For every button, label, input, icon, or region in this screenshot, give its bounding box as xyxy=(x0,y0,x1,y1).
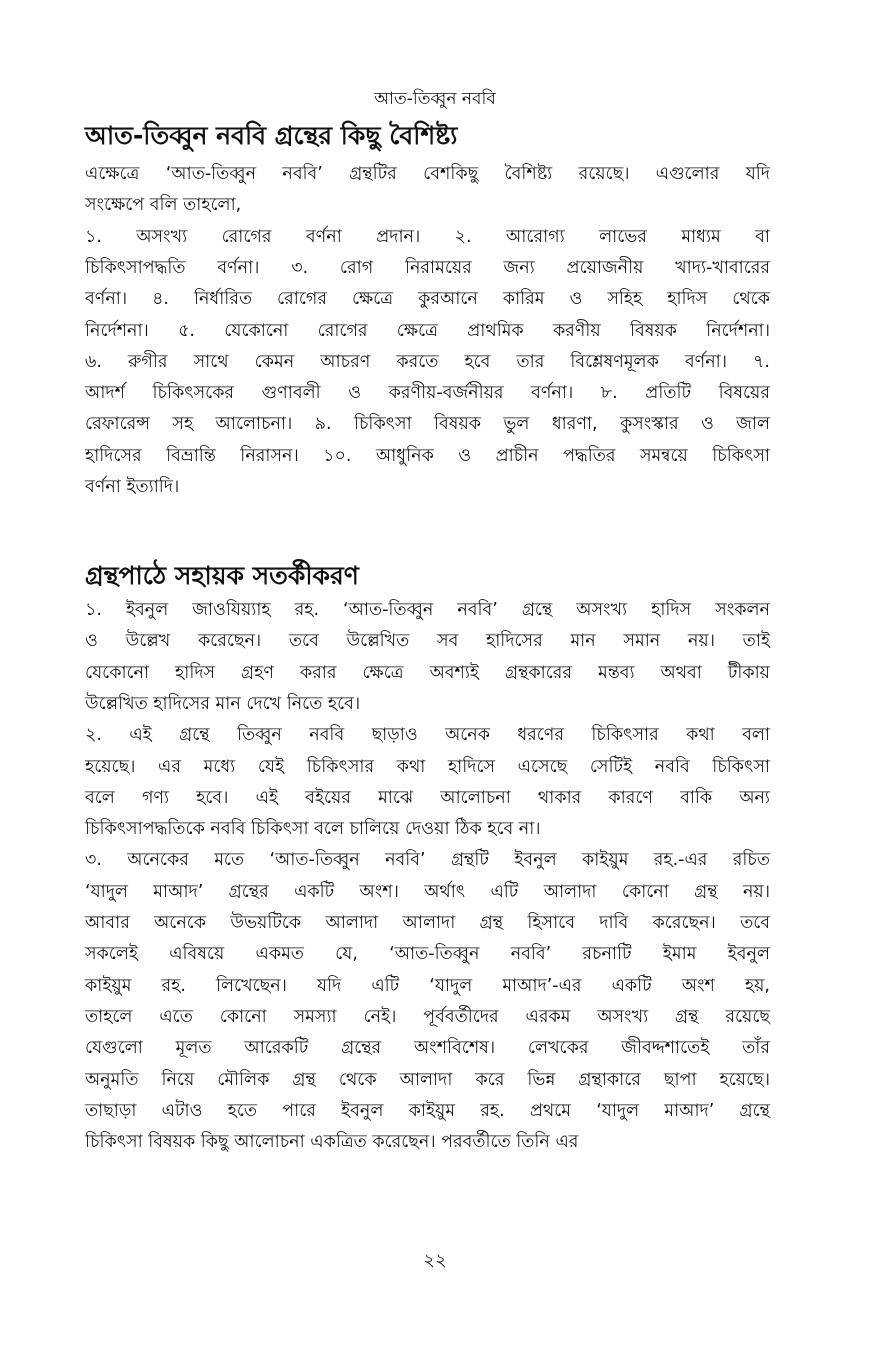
text-line: যেগুলো মূলত আরেকটি গ্রন্থের অংশবিশেষ। লেখকের জীবদ্দশাতেই তাঁর xyxy=(85,1038,770,1059)
text-line: সকলেই এবিষয়ে একমত যে, ‘আত-তিব্বুন নববি’ রচনাটি ইমাম ইবনুল xyxy=(85,944,770,965)
text-line: বর্ণনা। ৪. নির্ধারিত রোগের ক্ষেত্রে কুরআনে কারিম ও সহিহ হাদিস থেকে xyxy=(85,289,770,310)
text-line: চিকিৎসাপদ্ধতি বর্ণনা। ৩. রোগ নিরাময়ের জন্য প্রয়োজনীয় খাদ্য-খাবারের xyxy=(85,257,770,278)
text-line: এক্ষেত্রে ‘আত-তিব্বুন নববি’ গ্রন্থটির বেশকিছু বৈশিষ্ট্য রয়েছে। এগুলোর যদি xyxy=(85,164,770,184)
text-line: বর্ণনা ইত্যাদি। xyxy=(85,477,180,497)
text-line: ২. এই গ্রন্থে তিব্বুন নববি ছাড়াও অনেক ধরণের চিকিৎসার কথা বলা xyxy=(85,725,770,746)
text-line: ১. অসংখ্য রোগের বর্ণনা প্রদান। ২. আরোগ্য লাভের মাধ্যম বা xyxy=(85,226,770,247)
text-line: উল্লেখিত হাদিসের মান দেখে নিতে হবে। xyxy=(85,693,361,714)
text-line: রেফারেন্স সহ আলোচনা। ৯. চিকিৎসা বিষয়ক ভুল ধারণা, কুসংস্কার ও জাল xyxy=(85,414,770,435)
text-line: আদর্শ চিকিৎসকের গুণাবলী ও করণীয়-বর্জনীয়র বর্ণনা। ৮. প্রতিটি বিষয়ের xyxy=(85,383,770,404)
text-line: ৩. অনেকের মতে ‘আত-তিব্বুন নববি’ গ্রন্থটি ইবনুল কাইয়ুম রহ.-এর রচিত xyxy=(85,850,770,871)
text-line: তাহলে এতে কোনো সমস্যা নেই। পূর্ববর্তীদের এরকম অসংখ্য গ্রন্থ রয়েছে xyxy=(85,1006,770,1027)
text-line: অনুমতি নিয়ে মৌলিক গ্রন্থ থেকে আলাদা করে ভিন্ন গ্রন্থাকারে ছাপা হয়েছে। xyxy=(85,1069,770,1090)
text-line: হাদিসের বিভ্রান্তি নিরাসন। ১০. আধুনিক ও প্রাচীন পদ্ধতির সমন্বয়ে চিকিৎসা xyxy=(85,445,770,466)
text-line: নির্দেশনা। ৫. যেকোনো রোগের ক্ষেত্রে প্রাথমিক করণীয় বিষয়ক নির্দেশনা। xyxy=(85,320,770,341)
text-line: সংক্ষেপে বলি তাহলো, xyxy=(85,195,242,216)
running-head: আত-তিব্বুন নববি xyxy=(374,89,496,109)
text-line: ৬. রুগীর সাথে কেমন আচরণ করতে হবে তার বিশ্লেষণমূলক বর্ণনা। ৭. xyxy=(85,351,770,372)
text-line: ‘যাদুল মাআদ’ গ্রন্থের একটি অংশ। অর্থাৎ এটি আলাদা কোনো গ্রন্থ নয়। xyxy=(85,881,770,902)
text-line: বলে গণ্য হবে। এই বইয়ের মাঝে আলোচনা থাকার কারণে বাকি অন্য xyxy=(85,787,770,808)
section-heading-features: আত-তিব্বুন নববি গ্রন্থের কিছু বৈশিষ্ট্য xyxy=(85,121,458,150)
text-line: কাইয়ুম রহ. লিখেছেন। যদি এটি ‘যাদুল মাআদ’-এর একটি অংশ হয়, xyxy=(85,975,770,996)
section-heading-caution: গ্রন্থপাঠে সহায়ক সতর্কীকরণ xyxy=(85,561,359,590)
text-line: চিকিৎসা বিষয়ক কিছু আলোচনা একত্রিত করেছেন। পরবর্তীতে তিনি এর xyxy=(85,1132,579,1153)
text-line: ১. ইবনুল জাওযিয়্যাহ রহ. ‘আত-তিব্বুন নববি’ গ্রন্থে অসংখ্য হাদিস সংকলন xyxy=(85,600,770,620)
text-line: হয়েছে। এর মধ্যে যেই চিকিৎসার কথা হাদিসে এসেছে সেটিই নববি চিকিৎসা xyxy=(85,756,770,777)
text-line: যেকোনো হাদিস গ্রহণ করার ক্ষেত্রে অবশ্যই গ্রন্থকারের মন্তব্য অথবা টীকায় xyxy=(85,662,770,683)
text-line: ও উল্লেখ করেছেন। তবে উল্লেখিত সব হাদিসের মান সমান নয়। তাই xyxy=(85,631,770,652)
page-number: ২২ xyxy=(423,1250,447,1271)
text-line: তাছাড়া এটাও হতে পারে ইবনুল কাইয়ুম রহ. প্রথমে ‘যাদুল মাআদ’ গ্রন্থে xyxy=(85,1100,770,1121)
text-line: আবার অনেকে উভয়টিকে আলাদা আলাদা গ্রন্থ হিসাবে দাবি করেছেন। তবে xyxy=(85,913,770,933)
text-line: চিকিৎসাপদ্ধতিকে নববি চিকিৎসা বলে চালিয়ে দেওয়া ঠিক হবে না। xyxy=(85,819,541,840)
